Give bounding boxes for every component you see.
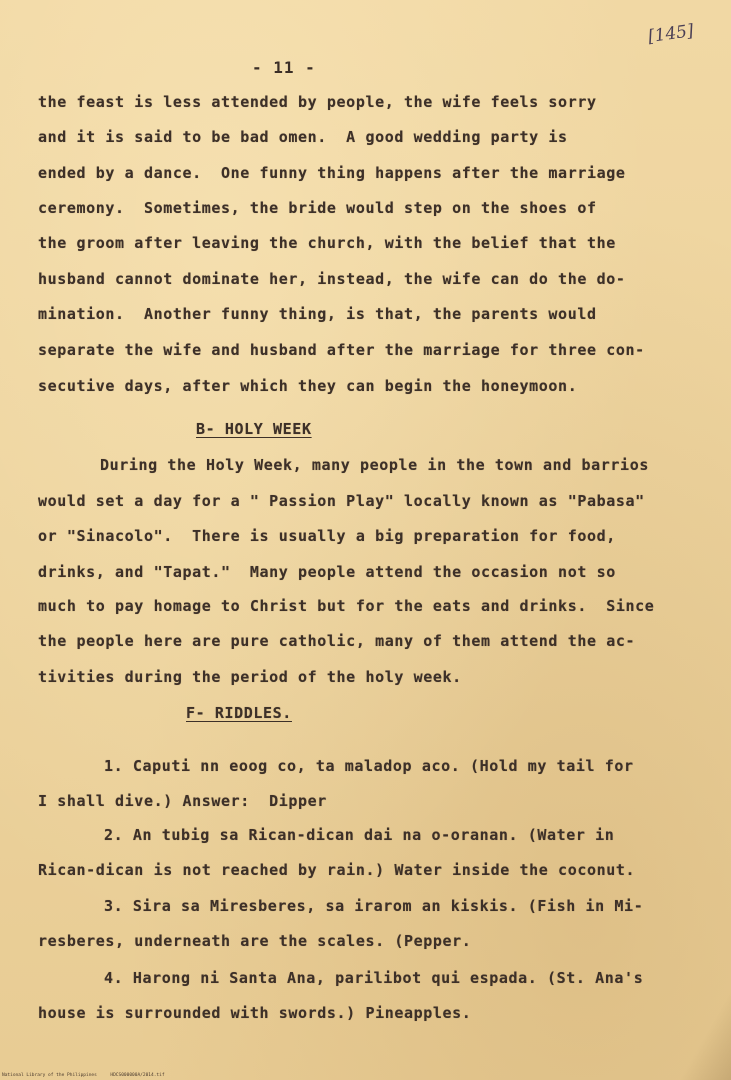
page-number: - 11 - <box>252 58 316 77</box>
text-line: or "Sinacolo". There is usually a big preparation for food, <box>38 527 616 545</box>
text-line: tivities during the period of the holy week. <box>38 668 462 686</box>
text-line: the people here are pure catholic, many of them attend the ac- <box>38 632 636 650</box>
text-line: the feast is less attended by people, the wife feels sorry <box>38 93 597 111</box>
archive-number-mark: [145] <box>646 20 695 48</box>
riddle-line: house is surrounded with swords.) Pineapples. <box>38 1004 472 1022</box>
text-line: much to pay homage to Christ but for the eats and drinks. Since <box>38 597 655 615</box>
scan-footer: National Library of the Philippines HDCS000000A/2014.tif <box>2 1073 165 1078</box>
section-heading-riddles: F- RIDDLES. <box>186 704 292 722</box>
page-fold-shadow <box>671 960 731 1080</box>
text-line: drinks, and "Tapat." Many people attend the occasion not so <box>38 563 616 581</box>
text-line: During the Holy Week, many people in the town and barrios <box>100 456 649 474</box>
text-line: mination. Another funny thing, is that, the parents would <box>38 305 597 323</box>
riddle-line: Rican-dican is not reached by rain.) Water inside the coconut. <box>38 861 636 879</box>
riddle-line: I shall dive.) Answer: Dipper <box>38 792 327 810</box>
riddle-line: 4. Harong ni Santa Ana, parilibot qui espada. (St. Ana's <box>104 969 644 987</box>
text-line: secutive days, after which they can begin the honeymoon. <box>38 377 578 395</box>
text-line: and it is said to be bad omen. A good wedding party is <box>38 128 568 146</box>
riddle-line: 3. Sira sa Miresberes, sa irarom an kiskis. (Fish in Mi- <box>104 897 644 915</box>
text-line: ceremony. Sometimes, the bride would step on the shoes of <box>38 199 597 217</box>
riddle-line: 1. Caputi nn eoog co, ta maladop aco. (Hold my tail for <box>104 757 634 775</box>
section-heading-holy-week: B- HOLY WEEK <box>196 420 312 438</box>
text-line: ended by a dance. One funny thing happens after the marriage <box>38 164 626 182</box>
text-line: the groom after leaving the church, with the belief that the <box>38 234 616 252</box>
riddle-line: resberes, underneath are the scales. (Pepper. <box>38 932 472 950</box>
riddle-line: 2. An tubig sa Rican-dican dai na o-oranan. (Water in <box>104 826 615 844</box>
text-line: separate the wife and husband after the marriage for three con- <box>38 341 645 359</box>
text-line: husband cannot dominate her, instead, the wife can do the do- <box>38 270 626 288</box>
text-line: would set a day for a " Passion Play" locally known as "Pabasa" <box>38 492 645 510</box>
